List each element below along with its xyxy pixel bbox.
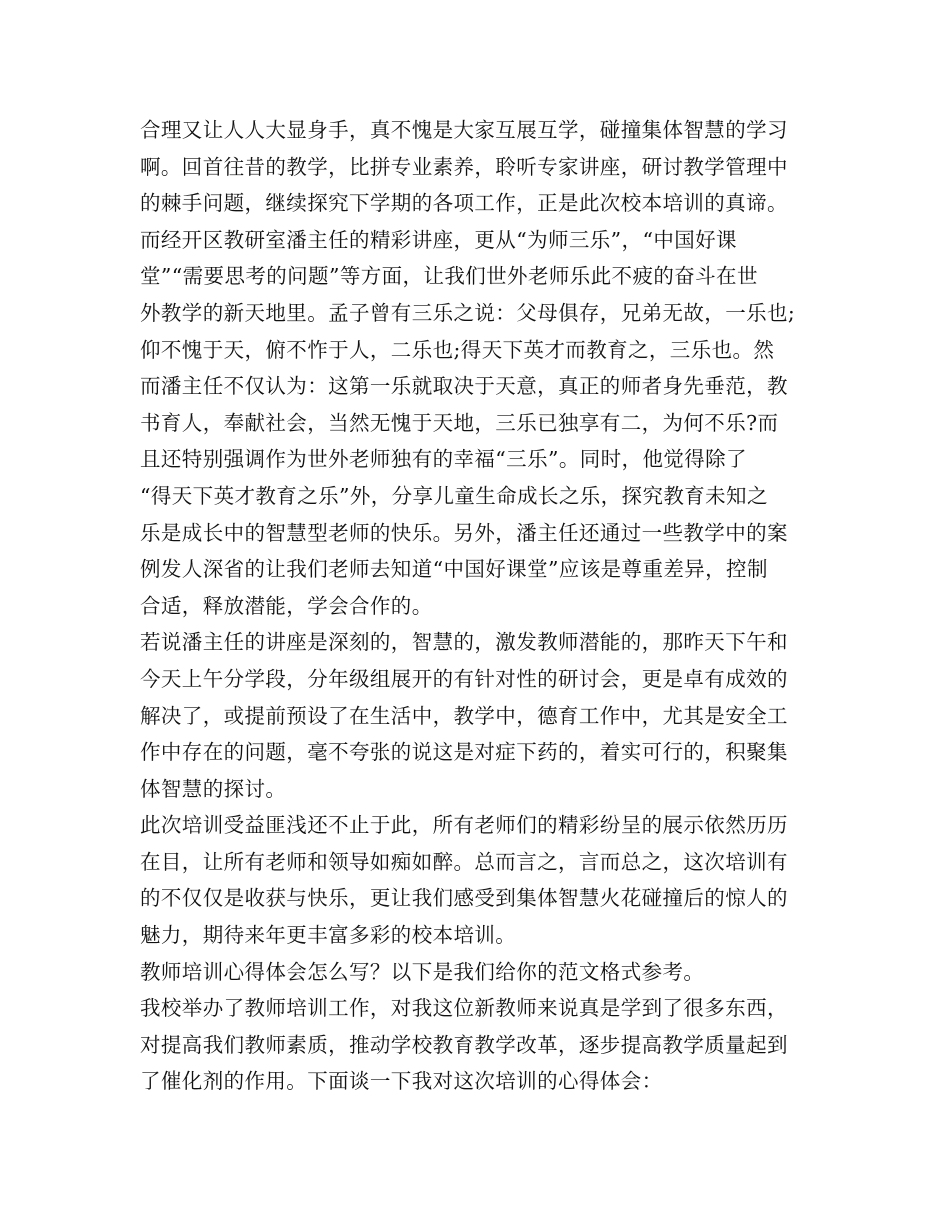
paragraph-1 <box>140 112 830 222</box>
text-line: 堂”“需要思考的问题”等方面，让我们世外老师乐此不疲的奋斗在世 <box>140 264 758 289</box>
paragraph-4 <box>140 807 830 953</box>
text-line: 今天上午分学段，分年级组展开的有针对性的研讨会，更是卓有成效的 <box>140 666 788 691</box>
paragraph-2 <box>140 222 830 625</box>
text-line: 此次培训受益匪浅还不止于此，所有老师们的精彩纷呈的展示依然历历 <box>140 813 788 838</box>
text-line: 若说潘主任的讲座是深刻的，智慧的，激发教师潜能的，那昨天下午和 <box>140 630 788 655</box>
paragraph-5 <box>140 954 830 991</box>
text-line: 啊。回首往昔的教学，比拼专业素养，聆听专家讲座，研讨教学管理中 <box>140 154 788 179</box>
text-line: 仰不愧于天，俯不怍于人，二乐也;得天下英才而教育之，三乐也。然 <box>140 337 775 362</box>
text-line: 而经开区教研室潘主任的精彩讲座，更从“为师三乐”，“中国好课 <box>140 227 737 252</box>
text-line: 合适，释放潜能，学会合作的。 <box>140 593 433 618</box>
text-line: 教师培训心得体会怎么写？以下是我们给你的范文格式参考。 <box>140 959 705 984</box>
text-line: 的棘手问题，继续探究下学期的各项工作，正是此次校本培训的真谛。 <box>140 191 788 216</box>
text-line: 且还特别强调作为世外老师独有的幸福“三乐”。同时，他觉得除了 <box>140 447 747 472</box>
text-line: 了催化剂的作用。下面谈一下我对这次培训的心得体会： <box>140 1069 663 1094</box>
text-line: 对提高我们教师素质，推动学校教育教学改革，逐步提高教学质量起到 <box>140 1032 788 1057</box>
text-line: 合理又让人人大显身手，真不愧是大家互展互学，碰撞集体智慧的学习 <box>140 118 788 142</box>
text-line: 乐是成长中的智慧型老师的快乐。另外，潘主任还通过一些教学中的案 <box>140 520 788 545</box>
paragraph-3 <box>140 624 830 807</box>
text-line: 我校举办了教师培训工作，对我这位新教师来说真是学到了很多东西， <box>140 996 788 1021</box>
paragraph-6 <box>140 990 830 1100</box>
text-line: 魅力，期待来年更丰富多彩的校本培训。 <box>140 923 517 948</box>
text-line: 外教学的新天地里。孟子曾有三乐之说：父母俱存，兄弟无故，一乐也; <box>140 300 796 325</box>
text-line: 在目，让所有老师和领导如痴如醉。总而言之，言而总之，这次培训有 <box>140 849 788 874</box>
text-line: 的不仅仅是收获与快乐，更让我们感受到集体智慧火花碰撞后的惊人的 <box>140 886 788 911</box>
text-line: 作中存在的问题，毫不夸张的说这是对症下药的，着实可行的，积聚集 <box>140 740 788 765</box>
text-line: 书育人，奉献社会，当然无愧于天地，三乐已独享有二，为何不乐?而 <box>140 410 779 435</box>
text-line: 体智慧的探讨。 <box>140 776 287 801</box>
text-line: 例发人深省的让我们老师去知道“中国好课堂”应该是尊重差异，控制 <box>140 557 768 582</box>
document-page <box>140 112 830 1100</box>
text-line: 而潘主任不仅认为：这第一乐就取决于天意，真正的师者身先垂范，教 <box>140 374 788 399</box>
text-line: 解决了，或提前预设了在生活中，教学中，德育工作中，尤其是安全工 <box>140 703 788 728</box>
text-line: “得天下英才教育之乐”外，分享儿童生命成长之乐，探究教育未知之 <box>140 483 768 508</box>
